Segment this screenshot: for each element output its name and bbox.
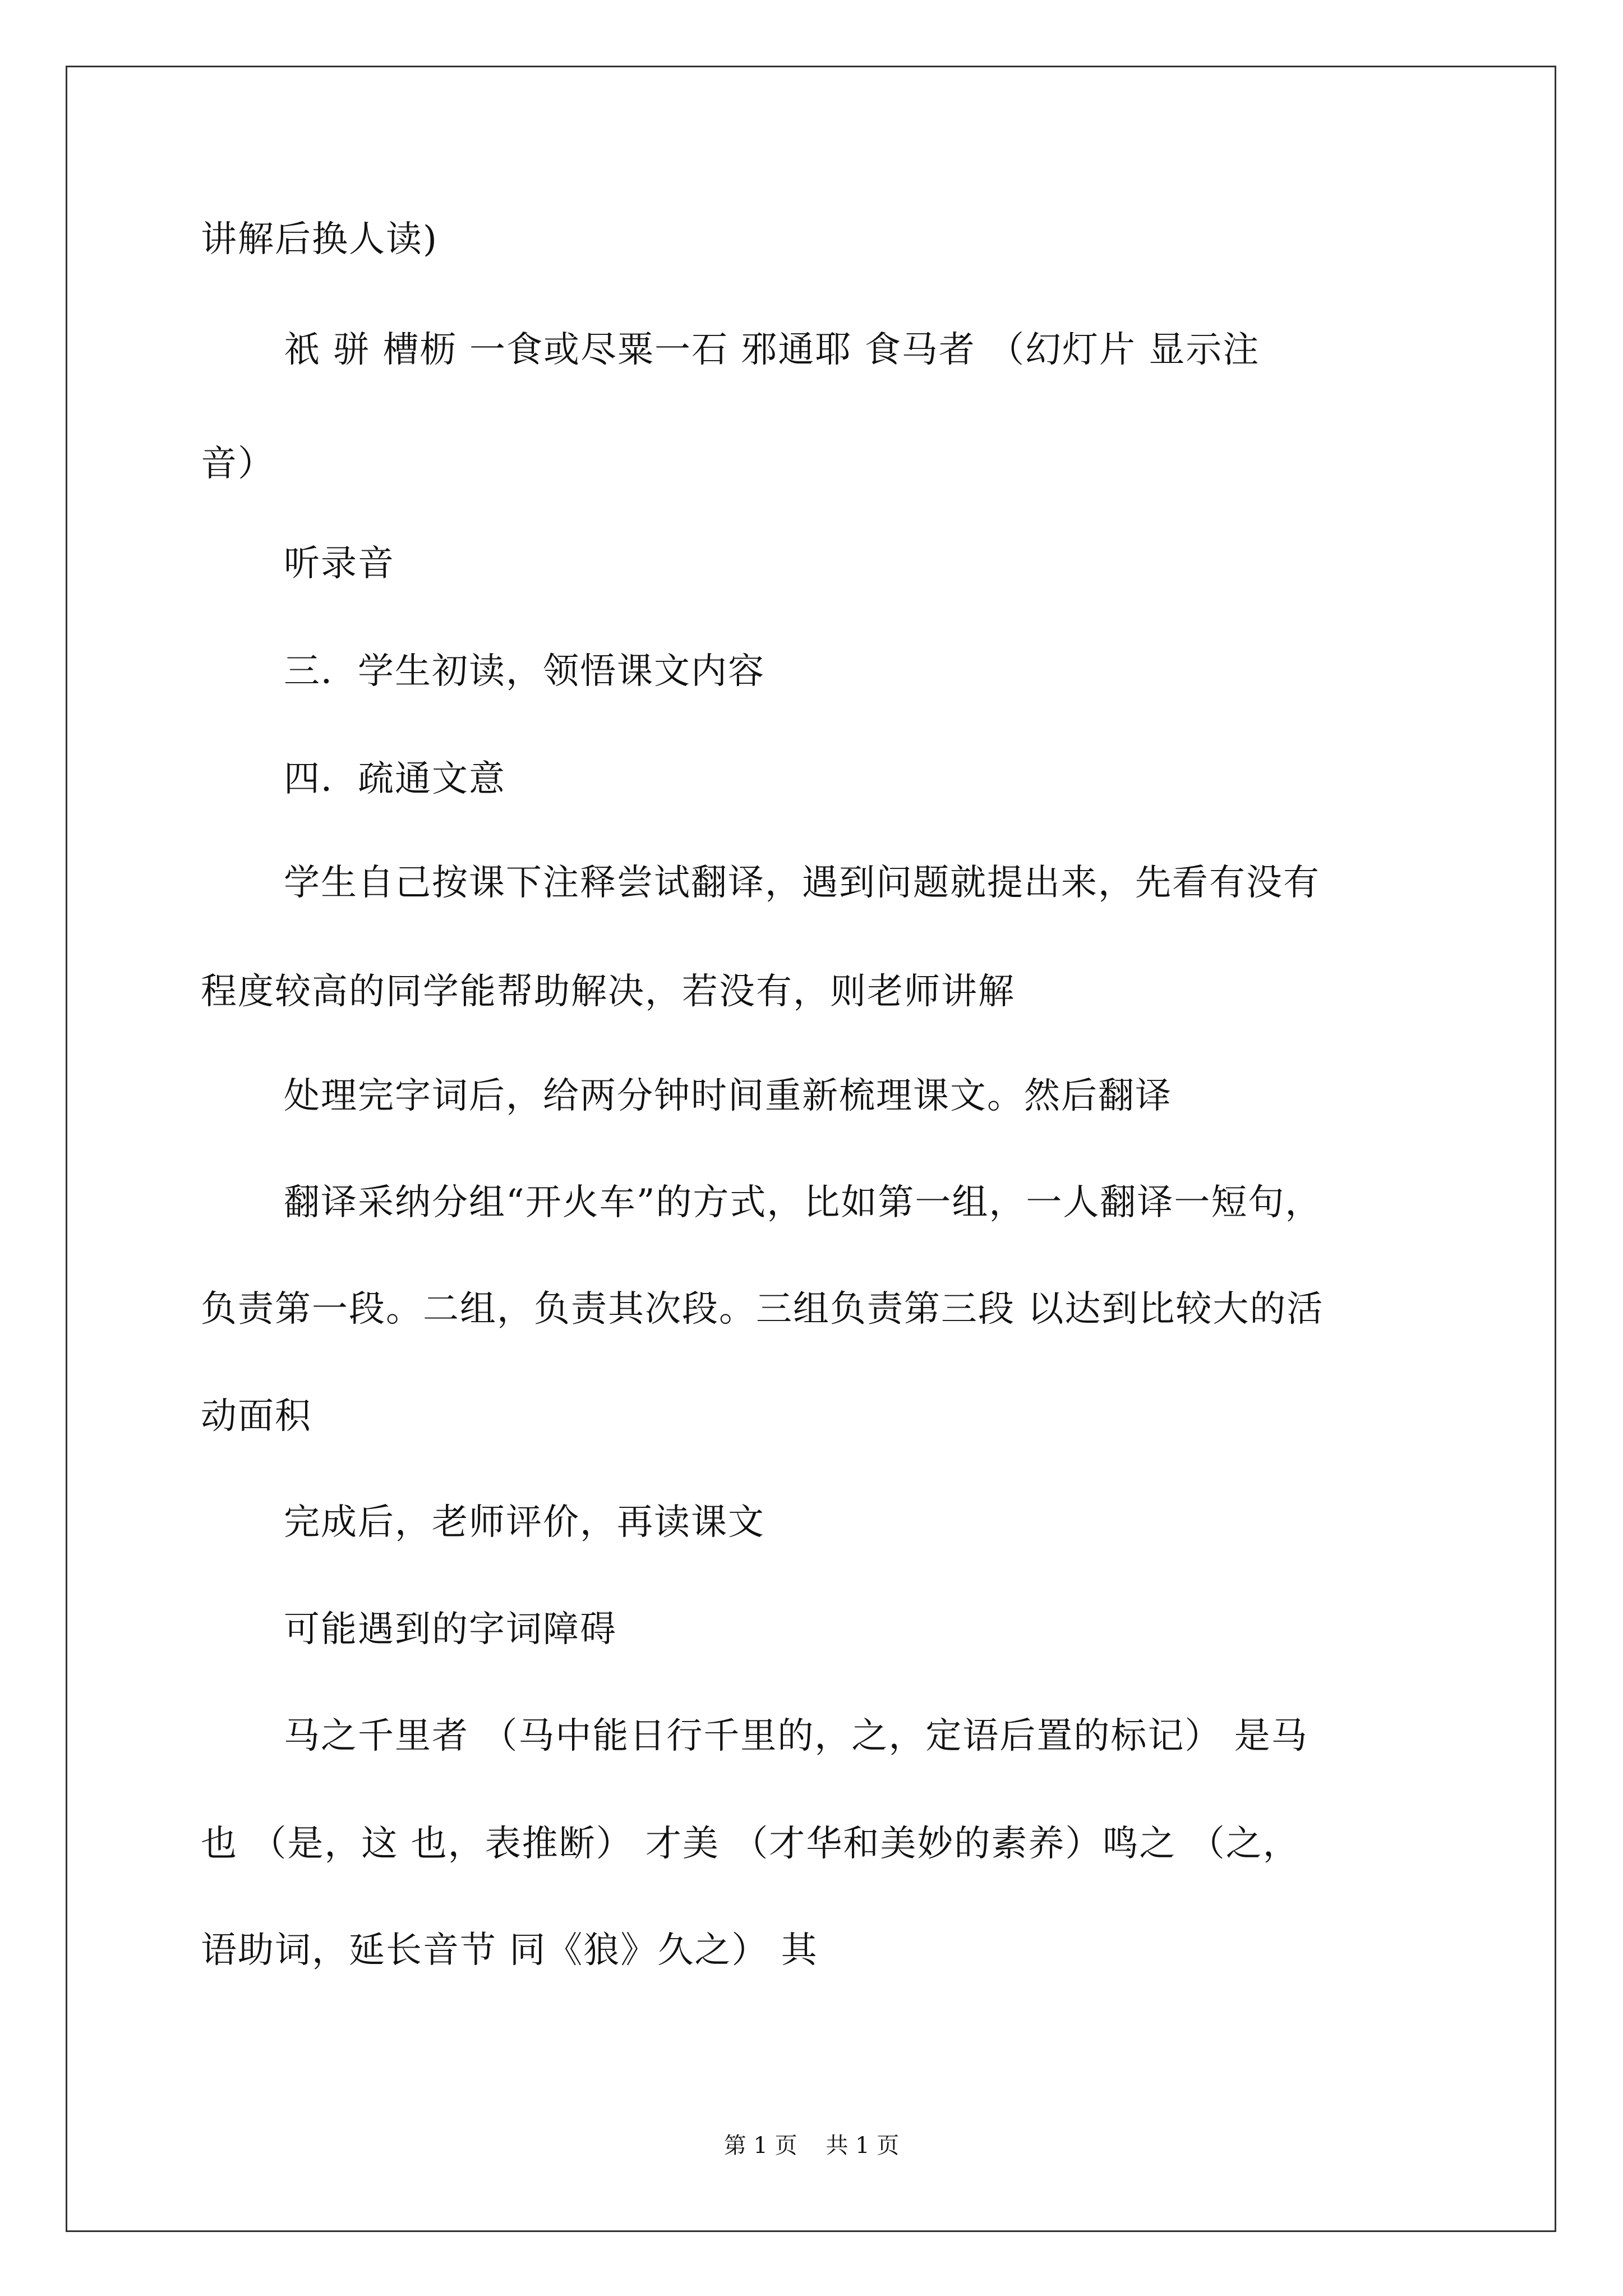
section-heading: 四．疏通文意 xyxy=(284,758,506,800)
paragraph-line: 动面积 xyxy=(201,1396,312,1437)
paragraph-line: 讲解后换人读) xyxy=(201,219,438,260)
paragraph-line: 祇 骈 槽枥 一食或尽粟一石 邪通耶 食马者 （幻灯片 显示注 xyxy=(284,329,1260,371)
paragraph-line: 程度较高的同学能帮助解决，若没有，则老师讲解 xyxy=(201,971,1015,1013)
page-border xyxy=(66,66,1556,2232)
paragraph-line: 处理完字词后，给两分钟时间重新梳理课文。然后翻译 xyxy=(284,1075,1172,1117)
paragraph-line: 学生自己按课下注释尝试翻译，遇到问题就提出来，先看有没有 xyxy=(284,862,1320,904)
paragraph-line: 语助词，延长音节 同《狼》久之） 其 xyxy=(201,1930,818,1971)
section-heading: 三．学生初读，领悟课文内容 xyxy=(284,651,765,692)
paragraph-line: 可能遇到的字词障碍 xyxy=(284,1609,617,1650)
paragraph-line: 马之千里者 （马中能日行千里的，之，定语后置的标记） 是马 xyxy=(284,1715,1308,1757)
paragraph-line: 也 （是，这 也，表推断） 才美 （才华和美妙的素养）鸣之 （之， xyxy=(201,1823,1300,1865)
paragraph-line: 听录音 xyxy=(284,543,395,585)
page-number-footer: 第 1 页 共 1 页 xyxy=(723,2133,900,2159)
paragraph-line: 音） xyxy=(201,443,275,485)
paragraph-line: 负责第一段。二组，负责其次段。三组负责第三段 以达到比较大的活 xyxy=(201,1289,1324,1330)
paragraph-line: 完成后，老师评价，再读课文 xyxy=(284,1502,765,1543)
paragraph-line: 翻译采纳分组“开火车”的方式，比如第一组，一人翻译一短句， xyxy=(284,1182,1322,1223)
